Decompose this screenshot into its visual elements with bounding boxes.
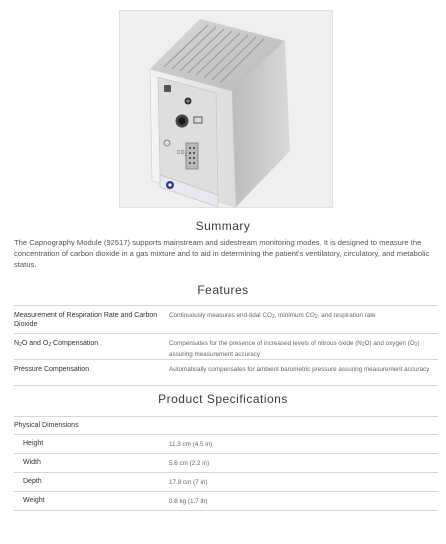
spec-label: Width — [23, 459, 41, 466]
spec-row-width — [14, 453, 438, 472]
spec-label: Depth — [23, 478, 42, 485]
spec-value: 5.6 cm (2.2 in) — [169, 460, 210, 467]
spec-label: Weight — [23, 497, 45, 504]
features-table — [14, 305, 438, 385]
device-port-label: $CO_2$ — [177, 150, 187, 157]
specs-table — [14, 416, 438, 510]
product-image — [119, 10, 333, 208]
summary-text: The Capnography Module (92517) supports mainstream and sidestream monitoring modes. It is designed to measure the concentration of carbon dioxide in a gas mixture and to aid in determining the patient's ventilatory, circulatory, and metabolic status. — [14, 238, 430, 269]
spec-label: Height — [23, 440, 44, 447]
feature-row — [14, 359, 438, 385]
specs-heading: Product Specifications — [158, 392, 288, 406]
spec-row-weight — [14, 491, 438, 510]
summary-heading: Summary — [195, 219, 251, 233]
spec-value: 17.8 cm (7 in) — [169, 479, 208, 486]
feature-value: Automatically compensates for ambient barometric pressure assuring measurement accuracy — [169, 366, 430, 373]
specs-group-label: Physical Dimensions — [14, 422, 79, 429]
spec-value: 0.8 kg (1.7 lb) — [169, 498, 208, 505]
feature-row — [14, 333, 438, 359]
specs-group-title — [14, 416, 438, 434]
feature-value: Continuously measures end-tidal $CO_2$, minimum $CO_2$, and respiration rate — [169, 312, 376, 320]
feature-label: $N_2O$ and $O_2$ Compensation — [14, 340, 99, 348]
spec-row-depth — [14, 472, 438, 491]
capnography-module-illustration — [120, 11, 333, 208]
spec-value: 11.3 cm (4.5 in) — [169, 441, 213, 448]
features-heading: Features — [197, 283, 249, 297]
spec-row-height — [14, 434, 438, 453]
specs-bottom-rule — [14, 510, 438, 511]
feature-label: Measurement of Respiration Rate and Carbon Dioxide — [14, 312, 158, 328]
feature-label: Pressure Compensation — [14, 366, 90, 373]
feature-value: Compensates for the presence of increased levels of nitrous oxide $(N_2O)$ and oxygen $(O_2)$ assuring measurement accuracy — [169, 340, 420, 358]
feature-row — [14, 305, 438, 333]
features-bottom-rule — [14, 385, 438, 386]
